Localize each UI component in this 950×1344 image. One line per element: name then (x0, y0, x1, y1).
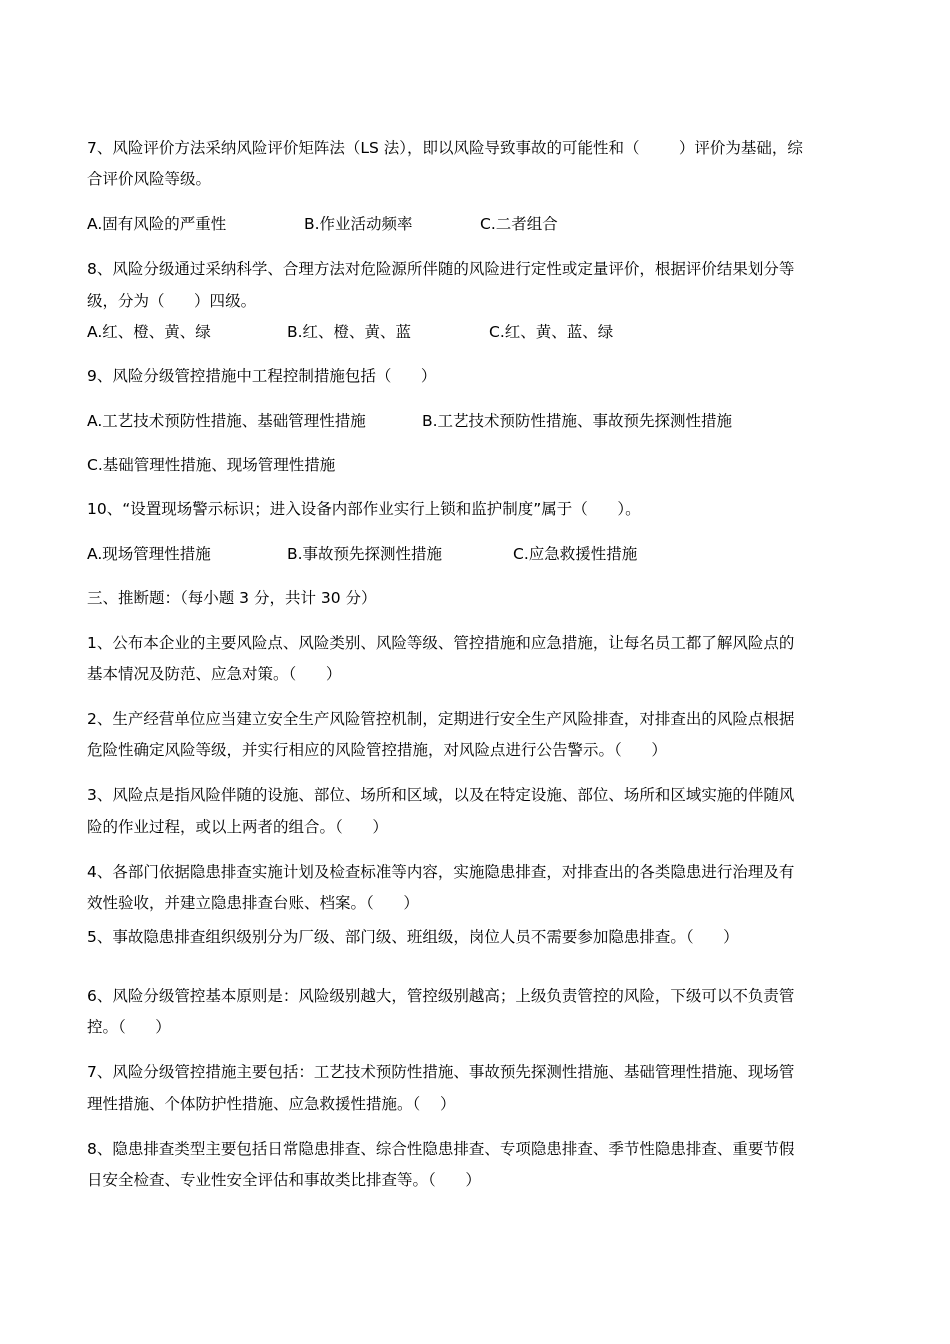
question-10-line-1: 10、“设置现场警示标识；进入设备内部作业实行上锁和监护制度”属于（ ）。 (87, 500, 641, 518)
question-10-option-c: C.应急救援性措施 (513, 545, 638, 563)
judgment-1-line-1: 1、公布本企业的主要风险点、风险类别、风险等级、管控措施和应急措施，让每名员工都了解风险点的 (87, 634, 795, 652)
judgment-8-line-2: 日安全检查、专业性安全评估和事故类比排查等。（ ） (87, 1171, 481, 1189)
judgment-6-line-1: 6、风险分级管控基本原则是：风险级别越大，管控级别越高；上级负责管控的风险，下级可以不负责管 (87, 987, 795, 1005)
question-8-option-b: B.红、橙、黄、蓝 (287, 323, 412, 341)
question-8-option-c: C.红、黄、蓝、绿 (489, 323, 614, 341)
judgment-4-line-1: 4、各部门依据隐患排查实施计划及检查标准等内容，实施隐患排查，对排查出的各类隐患进行治理及有 (87, 863, 795, 881)
question-9-line-1: 9、风险分级管控措施中工程控制措施包括（ ） (87, 367, 437, 385)
question-7-option-a: A.固有风险的严重性 (87, 215, 227, 233)
judgment-1-line-2: 基本情况及防范、应急对策。（ ） (87, 665, 342, 683)
judgment-6-line-2: 控。（ ） (87, 1018, 171, 1036)
question-9-option-c: C.基础管理性措施、现场管理性措施 (87, 456, 336, 474)
question-9-option-b: B.工艺技术预防性措施、事故预先探测性措施 (422, 412, 733, 430)
judgment-2-line-1: 2、生产经营单位应当建立安全生产风险管控机制，定期进行安全生产风险排查，对排查出的风险点根据 (87, 710, 795, 728)
question-7-line-2: 合评价风险等级。 (87, 170, 212, 188)
judgment-3-line-2: 险的作业过程，或以上两者的组合。（ ） (87, 818, 388, 836)
question-7-option-c: C.二者组合 (480, 215, 558, 233)
question-10-option-b: B.事故预先探测性措施 (287, 545, 443, 563)
question-8-line-1: 8、风险分级通过采纳科学、合理方法对危险源所伴随的风险进行定性或定量评价，根据评价结果划分等 (87, 260, 795, 278)
judgment-2-line-2: 危险性确定风险等级，并实行相应的风险管控措施，对风险点进行公告警示。（ ） (87, 741, 667, 759)
question-8-option-a: A.红、橙、黄、绿 (87, 323, 211, 341)
question-7-option-b: B.作业活动频率 (304, 215, 413, 233)
judgment-7-line-2: 理性措施、个体防护性措施、应急救援性措施。（ ） (87, 1095, 456, 1113)
section-heading-judgment: 三、推断题：（每小题 3 分，共计 30 分） (87, 589, 377, 607)
question-7-line-1: 7、风险评价方法采纳风险评价矩阵法（LS 法），即以风险导致事故的可能性和（ ）评价为基础，综 (87, 139, 803, 157)
question-10-option-a: A.现场管理性措施 (87, 545, 211, 563)
question-9-option-a: A.工艺技术预防性措施、基础管理性措施 (87, 412, 366, 430)
judgment-4-line-2: 效性验收，并建立隐患排查台账、档案。（ ） (87, 894, 419, 912)
judgment-8-line-1: 8、隐患排查类型主要包括日常隐患排查、综合性隐患排查、专项隐患排查、季节性隐患排查、重要节假 (87, 1140, 795, 1158)
judgment-3-line-1: 3、风险点是指风险伴随的设施、部位、场所和区域，以及在特定设施、部位、场所和区域实施的伴随风 (87, 786, 795, 804)
question-8-line-2: 级，分为（ ）四级。 (87, 292, 257, 310)
judgment-5-line-1: 5、事故隐患排查组织级别分为厂级、部门级、班组级，岗位人员不需要参加隐患排查。（ ） (87, 928, 739, 946)
judgment-7-line-1: 7、风险分级管控措施主要包括：工艺技术预防性措施、事故预先探测性措施、基础管理性措施、现场管 (87, 1063, 795, 1081)
